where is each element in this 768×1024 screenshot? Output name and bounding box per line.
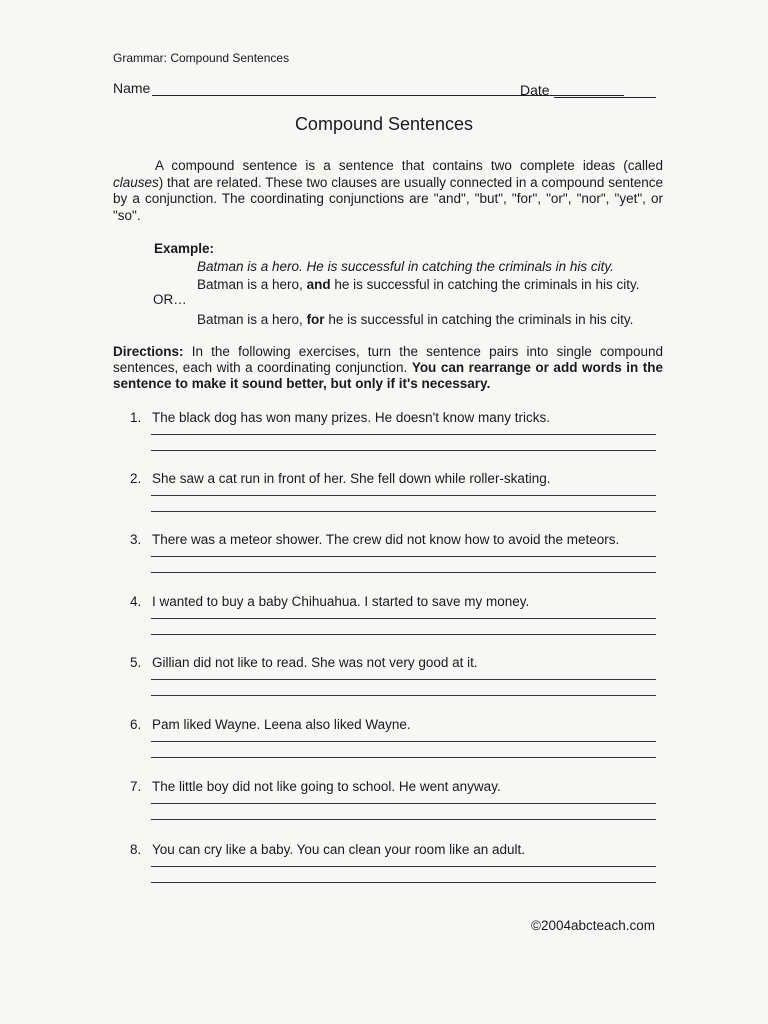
exercise-number: 5. [130,655,142,670]
example-label: Example: [154,241,215,256]
example-line-2-post: he is successful in catching the criminals in his city. [330,277,640,292]
exercise-item [0,779,768,839]
name-date-row [113,80,658,100]
exercise-item [0,594,768,654]
intro-paragraph [113,158,663,224]
exercise-sentence: Gillian did not like to read. She was not very good at it. [152,655,478,670]
answer-line[interactable] [151,450,656,451]
date-label: Date [520,82,550,98]
example-or-label: OR… [153,292,187,307]
exercise-item [0,532,768,592]
answer-line[interactable] [151,556,656,557]
example-line-3-conjunction: for [306,312,325,327]
example-line-1: Batman is a hero. He is successful in catching the criminals in his city. [197,259,614,274]
exercise-item [0,410,768,470]
answer-line[interactable] [151,511,656,512]
exercise-sentence: I wanted to buy a baby Chihuahua. I started to save my money. [152,594,530,609]
answer-line[interactable] [151,757,656,758]
exercise-item [0,717,768,777]
example-line-2-pre: Batman is a hero, [197,277,307,292]
name-label: Name [113,80,151,96]
directions-bold-text: You can rearrange or add words in the sentence to make it sound better, but only if it's necessary. [113,360,663,391]
example-line-2 [197,277,639,292]
intro-text-part2: ) that are related. These two clauses are usually connected in a compound sentence by a conjunction. The coordinating conjunctions are "and", "but", "for", "or", "nor", "yet", or "so". [113,174,663,223]
copyright-notice: ©2004abcteach.com [531,918,656,933]
name-blank-line [152,95,624,96]
exercise-number: 6. [130,717,142,732]
answer-line[interactable] [151,866,656,867]
answer-line[interactable] [151,495,656,496]
date-blank-line [554,97,656,98]
answer-line[interactable] [151,618,656,619]
example-line-3-pre: Batman is a hero, [197,312,307,327]
intro-text-part1: A compound sentence is a sentence that contains two complete ideas (called [155,158,663,173]
exercise-sentence: The little boy did not like going to school. He went anyway. [152,779,501,794]
exercise-sentence: Pam liked Wayne. Leena also liked Wayne. [152,717,411,732]
directions-paragraph [113,344,663,392]
exercise-item [0,655,768,715]
exercise-item [0,842,768,902]
directions-text: In the following exercises, turn the sentence pairs into single compound sentences, each with a coordinating conjunction. [113,344,663,375]
exercise-number: 3. [130,532,142,547]
answer-line[interactable] [151,634,656,635]
exercise-sentence: You can cry like a baby. You can clean your room like an adult. [152,842,525,857]
answer-line[interactable] [151,882,656,883]
answer-line[interactable] [151,679,656,680]
exercise-number: 2. [130,471,142,486]
exercise-sentence: There was a meteor shower. The crew did not know how to avoid the meteors. [152,532,620,547]
answer-line[interactable] [151,741,656,742]
directions-label: Directions: [113,344,184,359]
exercise-number: 8. [130,842,142,857]
exercise-sentence: The black dog has won many prizes. He doesn't know many tricks. [152,410,551,425]
exercise-number: 1. [130,410,142,425]
answer-line[interactable] [151,803,656,804]
answer-line[interactable] [151,434,656,435]
exercise-item [0,471,768,531]
answer-line[interactable] [151,695,656,696]
exercise-number: 7. [130,779,142,794]
exercise-number: 4. [130,594,142,609]
example-line-3 [197,312,633,327]
worksheet-category-label: Grammar: Compound Sentences [113,51,290,65]
answer-line[interactable] [151,572,656,573]
page-title: Compound Sentences [294,114,474,134]
example-line-2-conjunction: and [306,277,331,292]
example-line-3-post: he is successful in catching the criminals in his city. [324,312,634,327]
intro-clauses-word: clauses [113,174,159,190]
exercise-sentence: She saw a cat run in front of her. She fell down while roller-skating. [152,471,551,486]
answer-line[interactable] [151,819,656,820]
